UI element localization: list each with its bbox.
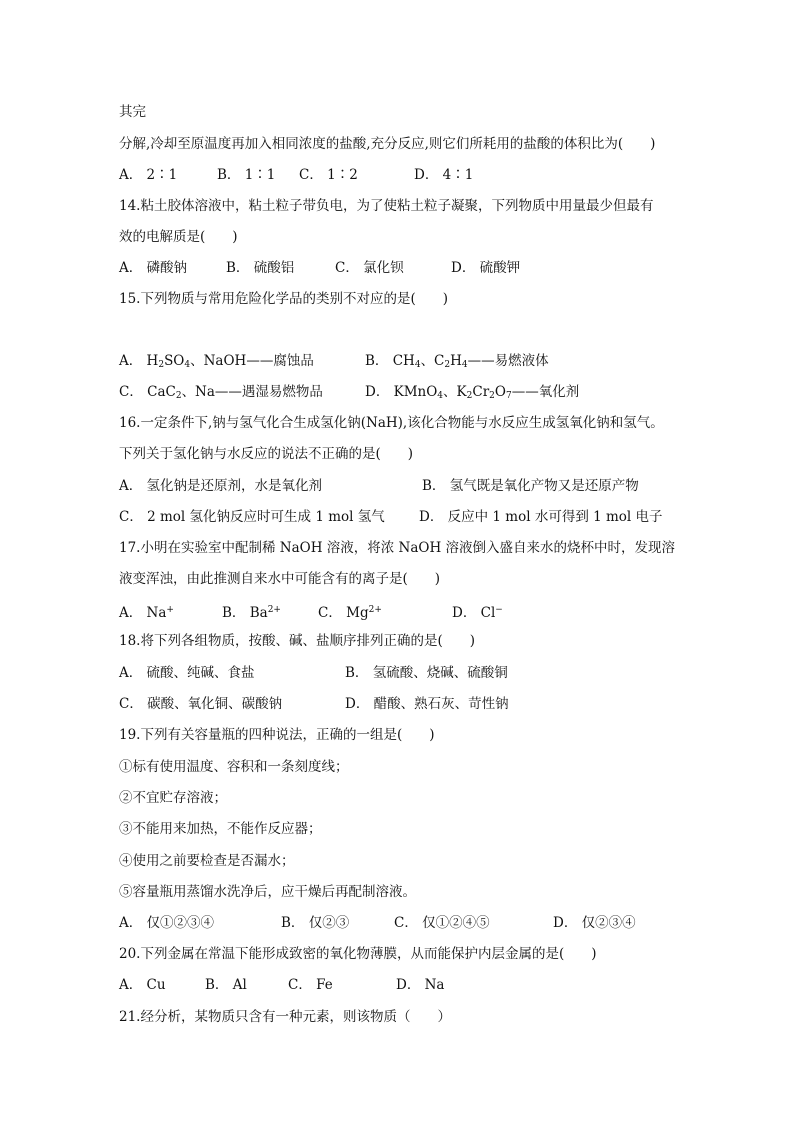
statement-2: ②不宜贮存溶液； <box>119 790 227 806</box>
question-19: 19.下列有关容量瓶的四种说法，正确的一组是( ) <box>119 727 435 743</box>
option-a: A． Na+ <box>119 605 174 621</box>
option-d: D． Na <box>396 977 445 993</box>
option-d: D． 硫酸钾 <box>451 260 521 276</box>
option-b: B． Al <box>205 977 247 993</box>
text-line: 分解,冷却至原温度再加入相同浓度的盐酸,充分反应,则它们所耗用的盐酸的体积比为( ) <box>119 136 656 152</box>
option-c: C． 2 mol 氢化钠反应时可生成 1 mol 氢气 <box>119 509 385 525</box>
option-a: A． 氢化钠是还原剂，水是氧化剂 <box>119 478 323 494</box>
option-c: C． Fe <box>288 977 333 993</box>
option-a: A． 磷酸钠 <box>119 260 188 276</box>
question-21: 21.经分析，某物质只含有一种元素，则该物质（ ） <box>119 1009 451 1025</box>
question-20: 20.下列金属在常温下能形成致密的氧化物薄膜，从而能保护内层金属的是( ) <box>119 946 597 962</box>
option-b: B． $Ba^{2+}$ <box>222 605 281 621</box>
option-b: B． $CH_4$、$C_2H_4——$易燃液体 <box>365 353 549 370</box>
text-line: 其完 <box>119 104 146 120</box>
option-c: C． 碳酸、氧化铜、碳酸钠 <box>119 696 283 712</box>
question-14-line1: 14.粘土胶体溶液中，粘土粒子带负电，为了使粘土粒子凝聚，下列物质中用量最少但最有 <box>119 198 654 214</box>
option-c: C． 仅①②④⑤ <box>394 915 490 931</box>
option-d: D． 反应中 1 mol 水可得到 1 mol 电子 <box>419 509 663 525</box>
question-18: 18.将下列各组物质，按酸、碱、盐顺序排列正确的是( ) <box>119 633 476 649</box>
option-c: C． 1∶2 <box>299 167 358 183</box>
option-d: D． KMnO$_4$、$K_2Cr_2O_7——$氧化剂 <box>365 384 580 401</box>
option-d: D． Cl− <box>452 605 503 621</box>
option-c: C． $Mg^{2+}$ <box>318 605 382 621</box>
statement-4: ④使用之前要检查是否漏水； <box>119 853 295 869</box>
question-14-line2: 效的电解质是( ) <box>119 229 238 245</box>
question-17-line2: 液变浑浊，由此推测自来水中可能含有的离子是( ) <box>119 571 441 587</box>
option-b: B． 1∶1 <box>217 167 276 183</box>
statement-1: ①标有使用温度、容积和一条刻度线； <box>119 759 349 775</box>
option-d: D． 仅②③④ <box>553 915 636 931</box>
option-b: B． 氢气既是氧化产物又是还原产物 <box>422 478 639 494</box>
option-a: A． 2∶1 <box>119 167 178 183</box>
option-b: B． 仅②③ <box>281 915 350 931</box>
option-a: A． Cu <box>119 977 166 993</box>
statement-5: ⑤容量瓶用蒸馏水洗净后，应干燥后再配制溶液。 <box>119 884 416 900</box>
question-16-line1: 16.一定条件下,钠与氢气化合生成氢化钠(NaH),该化合物能与水反应生成氢氧化钠和氢气。 <box>119 415 664 431</box>
option-a: A． 仅①②③④ <box>119 915 215 931</box>
question-16-line2: 下列关于氢化钠与水反应的说法不正确的是( ) <box>119 446 414 462</box>
option-a: A． 硫酸、纯碱、食盐 <box>119 665 255 681</box>
question-15: 15.下列物质与常用危险化学品的类别不对应的是( ) <box>119 291 449 307</box>
option-c: C． CaC$_2$、Na——遇湿易燃物品 <box>119 384 323 401</box>
option-d: D． 醋酸、熟石灰、苛性钠 <box>345 696 509 712</box>
option-b: B． 氢硫酸、烧碱、硫酸铜 <box>345 665 508 681</box>
option-d: D． 4∶1 <box>414 167 474 183</box>
option-b: B． 硫酸铝 <box>226 260 295 276</box>
question-17-line1: 17.小明在实验室中配制稀 NaOH 溶液，将浓 NaOH 溶液倒入盛自来水的烧杯中时，发现溶 <box>119 540 676 556</box>
statement-3: ③不能用来加热，不能作反应器； <box>119 821 322 837</box>
option-c: C． 氯化钡 <box>335 260 404 276</box>
option-a: A． $H_2SO_4$、NaOH——腐蚀品 <box>119 353 314 370</box>
